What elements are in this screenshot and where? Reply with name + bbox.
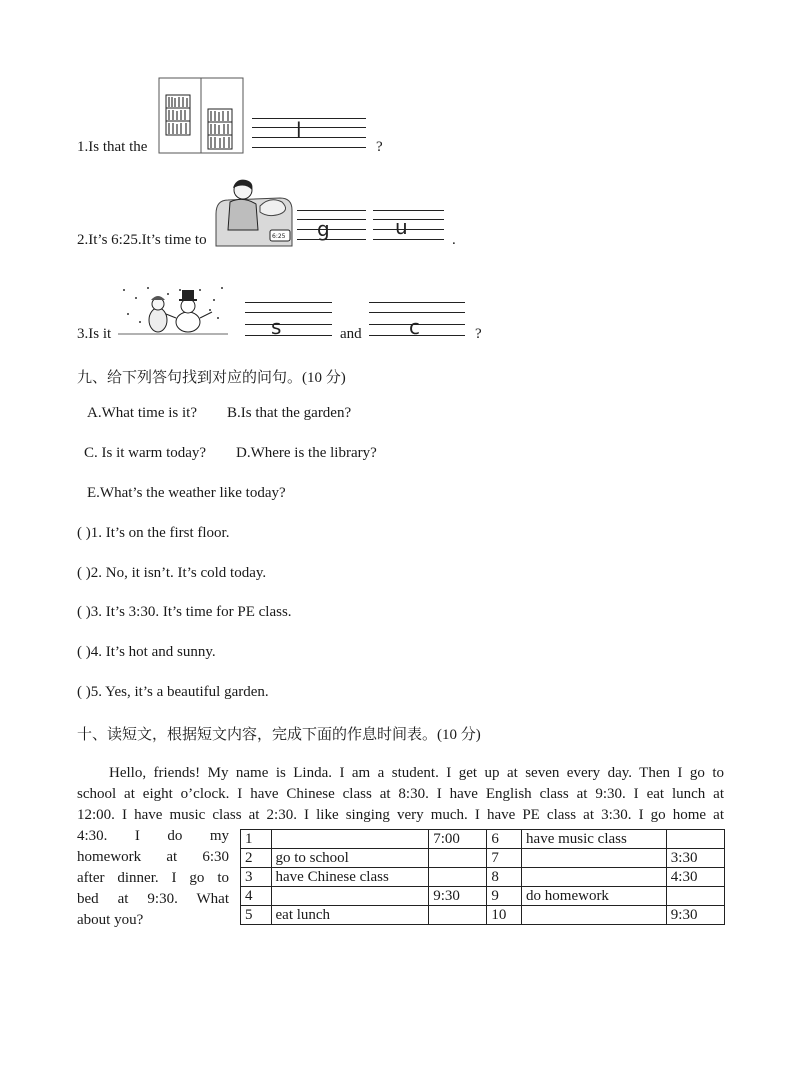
time-cell: 9:30 bbox=[666, 906, 724, 925]
answer-item-2: ( )2. No, it isn’t. It’s cold today. bbox=[77, 565, 267, 581]
section-10-heading: 十、读短文，根据短文内容，完成下面的作息时间表。(10 分) bbox=[77, 727, 481, 743]
activity-cell: go to school bbox=[271, 849, 429, 868]
q2-writing-lines-1 bbox=[297, 208, 366, 244]
table-row bbox=[241, 906, 725, 925]
time-cell: 9:30 bbox=[429, 887, 487, 906]
time-cell bbox=[666, 887, 724, 906]
clock-display: 6:25 bbox=[272, 233, 286, 240]
q1-end: ? bbox=[376, 139, 383, 155]
side-line-5: about you? bbox=[77, 912, 144, 928]
q2-end: . bbox=[452, 232, 456, 248]
row-number: 1 bbox=[241, 830, 272, 849]
row-number: 3 bbox=[241, 868, 272, 887]
activity-cell bbox=[271, 887, 429, 906]
activity-cell: have music class bbox=[522, 830, 667, 849]
table-row bbox=[241, 849, 725, 868]
option-b: B.Is that the garden? bbox=[227, 405, 352, 421]
table-row bbox=[241, 830, 725, 849]
q3-writing-lines-1 bbox=[245, 300, 332, 340]
q3-end: ? bbox=[475, 326, 482, 342]
time-cell: 3:30 bbox=[666, 849, 724, 868]
q2-writing-lines-2 bbox=[373, 208, 444, 244]
option-d: D.Where is the library? bbox=[236, 445, 377, 461]
side-line-4: bed at 9:30. What bbox=[77, 891, 229, 907]
question-3 bbox=[0, 270, 800, 350]
activity-cell bbox=[522, 849, 667, 868]
reading-passage bbox=[77, 763, 724, 826]
schedule-table bbox=[240, 829, 725, 925]
table-row bbox=[241, 887, 725, 906]
activity-cell bbox=[522, 868, 667, 887]
section-9-heading: 九、给下列答句找到对应的问句。(10 分) bbox=[77, 370, 346, 386]
activity-cell: have Chinese class bbox=[271, 868, 429, 887]
q3-prefix: 3.Is it bbox=[77, 326, 112, 342]
q1-writing-lines bbox=[252, 116, 366, 152]
row-number: 9 bbox=[487, 887, 522, 906]
row-number: 10 bbox=[487, 906, 522, 925]
passage-line-1: Hello, friends! My name is Linda. I am a student. I get up at seven every day. Then I go to bbox=[109, 765, 724, 781]
answer-item-4: ( )4. It’s hot and sunny. bbox=[77, 644, 216, 660]
activity-cell bbox=[271, 830, 429, 849]
row-number: 8 bbox=[487, 868, 522, 887]
row-number: 7 bbox=[487, 849, 522, 868]
row-number: 5 bbox=[241, 906, 272, 925]
row-number: 2 bbox=[241, 849, 272, 868]
snowman-picture bbox=[118, 284, 228, 336]
side-line-1: 4:30. I do my bbox=[77, 828, 229, 844]
q2-prefix: 2.It’s 6:25.It’s time to bbox=[77, 232, 207, 248]
row-number: 4 bbox=[241, 887, 272, 906]
answer-item-3: ( )3. It’s 3:30. It’s time for PE class. bbox=[77, 604, 292, 620]
option-e: E.What’s the weather like today? bbox=[87, 485, 286, 501]
passage-continuation bbox=[77, 826, 229, 931]
side-line-3: after dinner. I go to bbox=[77, 870, 229, 886]
activity-cell: eat lunch bbox=[271, 906, 429, 925]
time-cell bbox=[429, 868, 487, 887]
q2-letter-1: g bbox=[317, 217, 330, 241]
time-cell: 7:00 bbox=[429, 830, 487, 849]
bookshelves-picture bbox=[158, 77, 244, 154]
time-cell: 4:30 bbox=[666, 868, 724, 887]
option-c: C. Is it warm today? bbox=[84, 445, 207, 461]
q2-letter-2: u bbox=[395, 215, 408, 239]
answer-item-1: ( )1. It’s on the first floor. bbox=[77, 525, 230, 541]
passage-line-2: school at eight o’clock. I have Chinese class at 8:30. I have English class at 9:30. I eat lunch at bbox=[77, 786, 724, 802]
time-cell bbox=[429, 906, 487, 925]
activity-cell: do homework bbox=[522, 887, 667, 906]
q3-writing-lines-2 bbox=[369, 300, 465, 340]
q1-prefix: 1.Is that the bbox=[77, 139, 148, 155]
boy-waking-up-picture bbox=[214, 178, 294, 248]
answer-item-5: ( )5. Yes, it’s a beautiful garden. bbox=[77, 684, 269, 700]
q3-letter-2: c bbox=[409, 315, 420, 339]
question-1 bbox=[0, 0, 800, 170]
question-2 bbox=[0, 170, 800, 260]
q1-letter: l bbox=[296, 118, 302, 142]
time-cell bbox=[666, 830, 724, 849]
row-number: 6 bbox=[487, 830, 522, 849]
q3-and: and bbox=[340, 326, 362, 342]
time-cell bbox=[429, 849, 487, 868]
q3-letter-1: s bbox=[271, 315, 282, 339]
table-row bbox=[241, 868, 725, 887]
option-a: A.What time is it? bbox=[87, 405, 197, 421]
passage-line-3: 12:00. I have music class at 2:30. I like singing very much. I have PE class at 3:30. I go home at bbox=[77, 807, 724, 823]
side-line-2: homework at 6:30 bbox=[77, 849, 229, 865]
activity-cell bbox=[522, 906, 667, 925]
